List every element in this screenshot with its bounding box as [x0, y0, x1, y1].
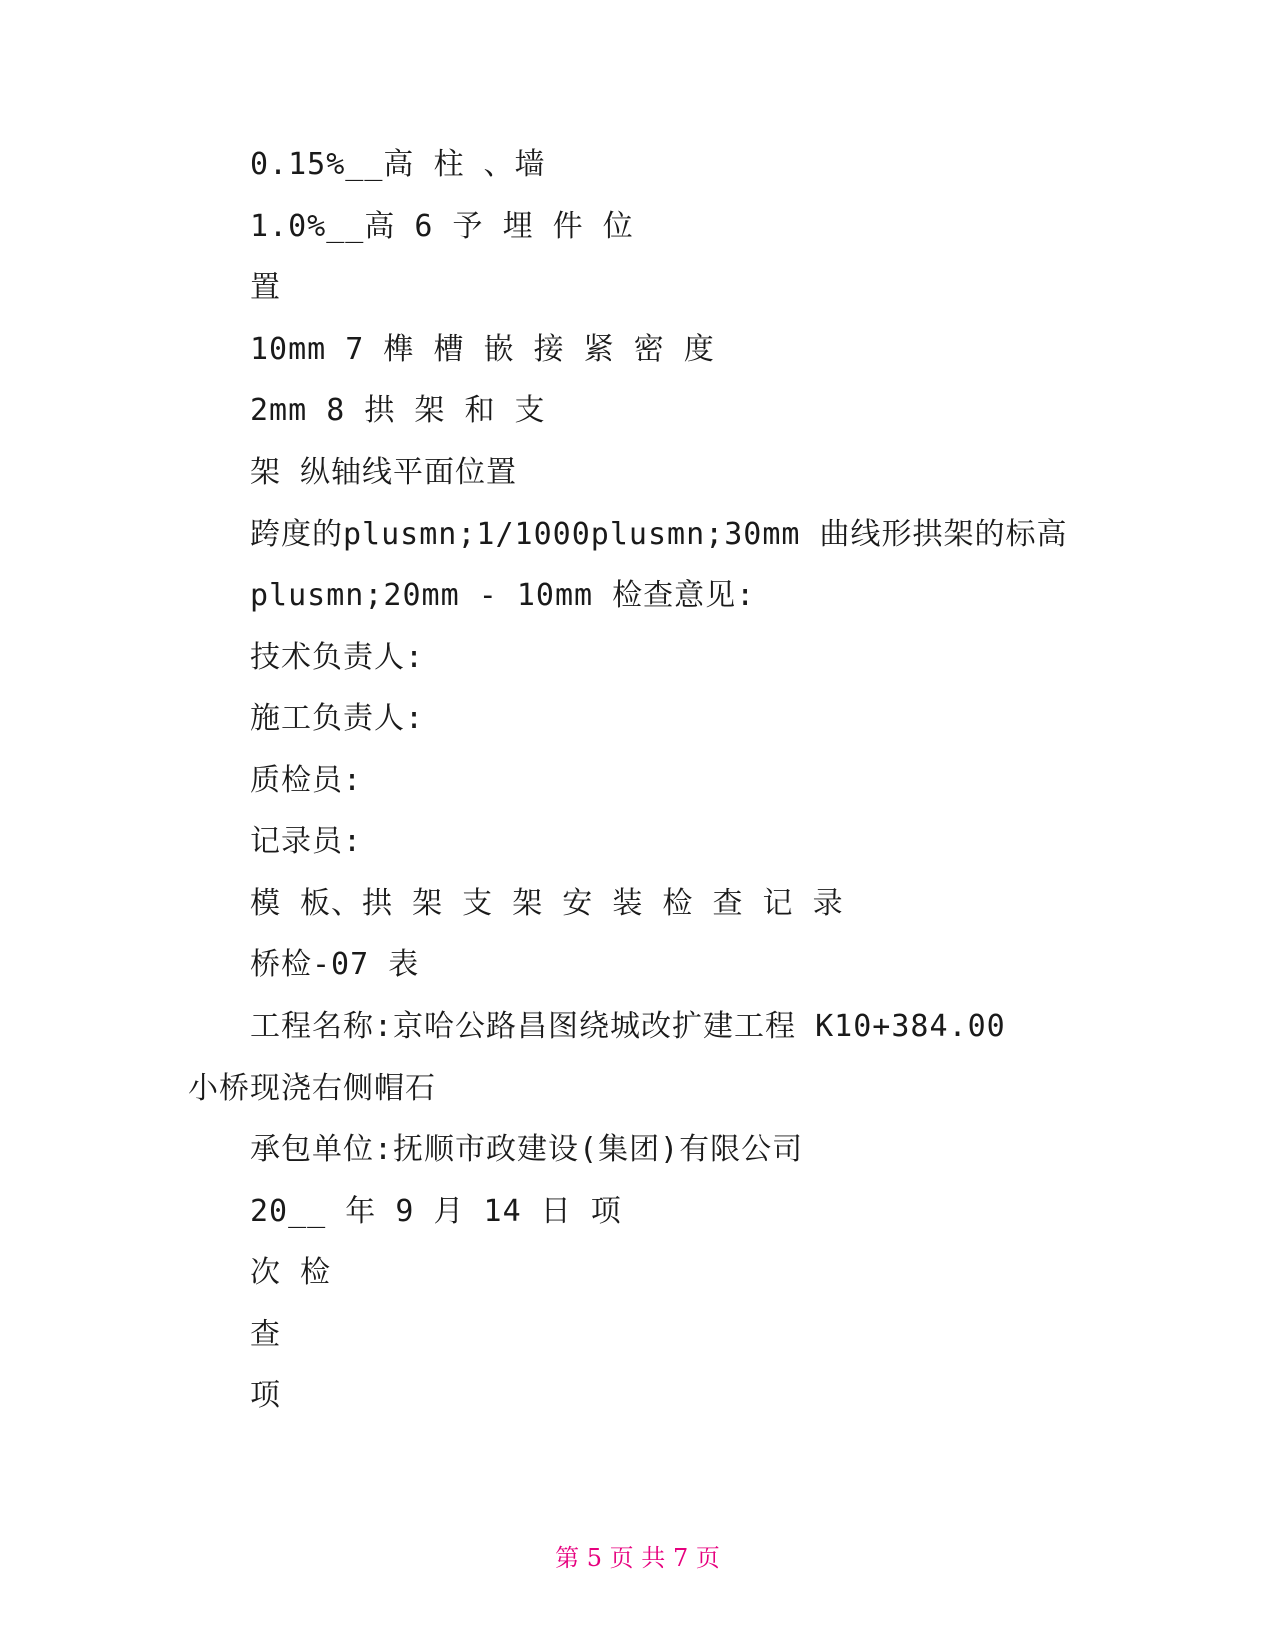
text-line: 工程名称:京哈公路昌图绕城改扩建工程 K10+384.00 [250, 1009, 1006, 1044]
text-line: 查 [250, 1317, 281, 1352]
text-line: 次 检 [250, 1255, 332, 1290]
text-line: 承包单位:抚顺市政建设(集团)有限公司 [250, 1132, 804, 1167]
text-line: 施工负责人: [250, 701, 425, 736]
text-line: 桥检-07 表 [250, 947, 420, 982]
text-line: 跨度的plusmn;1/1000plusmn;30mm 曲线形拱架的标高 [250, 517, 1068, 552]
text-line: 记录员: [250, 824, 363, 859]
text-line: 小桥现浇右侧帽石 [188, 1071, 436, 1106]
text-line: 0.15%__高 柱 、墙 [250, 147, 546, 182]
text-line: 1.0%__高 6 予 埋 件 位 [250, 209, 634, 244]
text-line: 模 板、拱 架 支 架 安 装 检 查 记 录 [250, 886, 844, 921]
text-line: 2mm 8 拱 架 和 支 [250, 393, 546, 428]
page-number-footer: 第 5 页 共 7 页 [555, 1544, 720, 1572]
text-line: 架 纵轴线平面位置 [250, 455, 518, 490]
text-line: 10mm 7 榫 槽 嵌 接 紧 密 度 [250, 332, 715, 367]
text-line: plusmn;20mm - 10mm 检查意见: [250, 578, 756, 613]
text-line: 20__ 年 9 月 14 日 项 [250, 1194, 622, 1229]
text-line: 质检员: [250, 763, 363, 798]
text-line: 项 [250, 1378, 281, 1413]
text-line: 置 [250, 270, 281, 305]
text-line: 技术负责人: [250, 640, 425, 675]
